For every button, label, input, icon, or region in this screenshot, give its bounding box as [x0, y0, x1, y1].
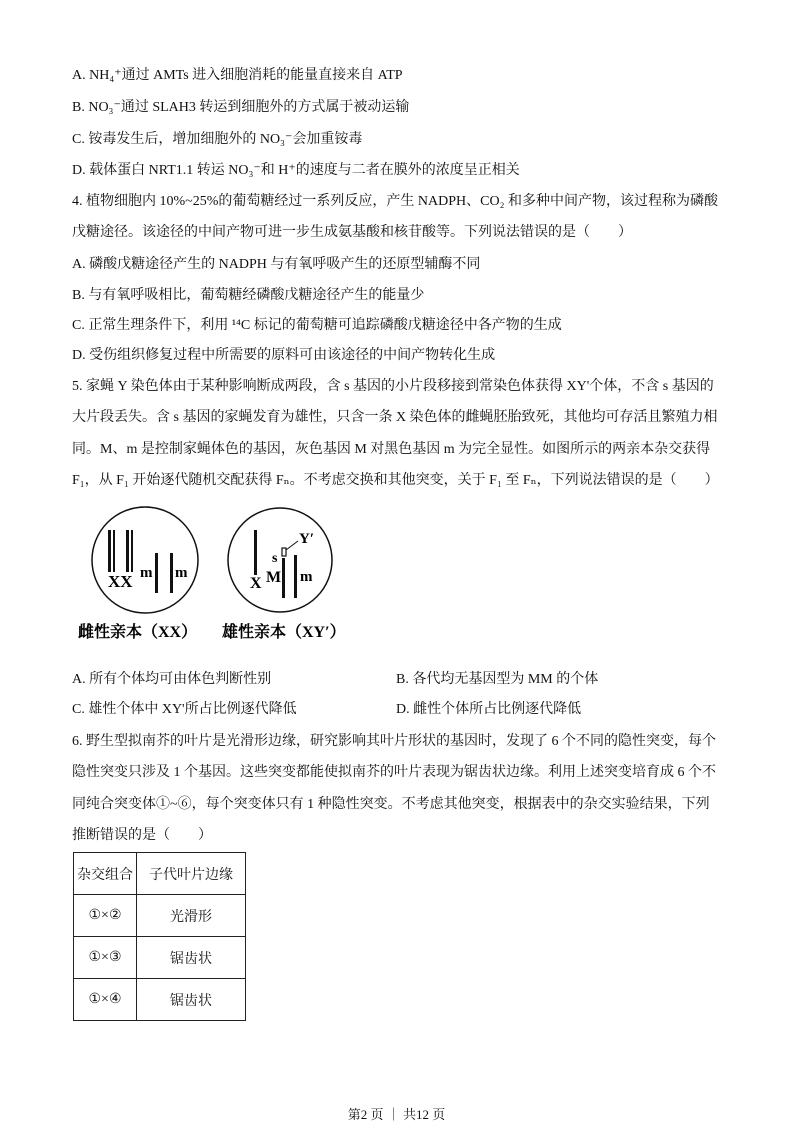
- option-a: A. NH₄⁺通过 AMTs 进入细胞消耗的能量直接来自 ATP: [72, 68, 403, 83]
- table-row: [74, 895, 246, 937]
- option-b: B. NO₃⁻通过 SLAH3 转运到细胞外的方式属于被动运输: [72, 100, 410, 115]
- table-row: [74, 979, 246, 1021]
- table-row: [74, 937, 246, 979]
- q4-stem-line: 戊糖途径。该途径的中间产物可进一步生成氨基酸和核苷酸等。下列说法错误的是（ ）: [72, 225, 632, 240]
- gene-label-m: m: [140, 565, 153, 581]
- header-cell: 杂交组合: [74, 853, 137, 895]
- q5-option-c: C. 雄性个体中 XY'所占比例逐代降低: [72, 702, 297, 717]
- female-cell: [92, 507, 198, 613]
- male-parent-label: 雄性亲本（XY′）: [222, 624, 346, 641]
- table-cell: 锯齿状: [137, 979, 246, 1021]
- gene-label-big-m: M: [266, 569, 282, 586]
- q5-stem-line: F₁，从 F₁ 开始逐代随机交配获得 Fₙ。不考虑交换和其他突变，关于 F₁ 至 Fₙ，下列说法错误的是（ ）: [72, 473, 719, 488]
- q4-stem-line: 4. 植物细胞内 10%~25%的葡萄糖经过一系列反应，产生 NADPH、CO₂ 和多种中间产物，该过程称为磷酸: [72, 194, 718, 209]
- female-parent-label: 雌性亲本（XX）: [78, 624, 198, 641]
- gene-label-xx: XX: [108, 572, 133, 591]
- gene-label-y: Y′: [299, 531, 315, 547]
- q5-option-b: B. 各代均无基因型为 MM 的个体: [396, 672, 599, 687]
- q5-option-d: D. 雌性个体所占比例逐代降低: [396, 702, 582, 717]
- table-cell: ①×②: [74, 895, 137, 937]
- q4-option-c: C. 正常生理条件下，利用 ¹⁴C 标记的葡萄糖可追踪磷酸戊糖途径中各产物的生成: [72, 318, 562, 333]
- q4-option-b: B. 与有氧呼吸相比，葡萄糖经磷酸戊糖途径产生的能量少: [72, 288, 425, 303]
- table-header: [74, 853, 246, 895]
- chromosome-figure: [70, 505, 346, 650]
- gene-label-m: m: [300, 569, 313, 585]
- q4-option-a: A. 磷酸戊糖途径产生的 NADPH 与有氧呼吸产生的还原型辅酶不同: [72, 257, 481, 272]
- table-cell: ①×③: [74, 937, 137, 979]
- option-c: C. 铵毒发生后，增加细胞外的 NO₃⁻会加重铵毒: [72, 132, 363, 147]
- table-cell: ①×④: [74, 979, 137, 1021]
- male-cell: [228, 508, 332, 612]
- gene-label-s: s: [272, 551, 278, 566]
- header-cell: 子代叶片边缘: [137, 853, 246, 895]
- cross-results-table: [73, 852, 246, 1021]
- q5-option-a: A. 所有个体均可由体色判断性别: [72, 672, 272, 687]
- table-cell: 光滑形: [137, 895, 246, 937]
- option-d: D. 载体蛋白 NRT1.1 转运 NO₃⁻和 H⁺的速度与二者在膜外的浓度呈正相关: [72, 163, 520, 178]
- page-footer: 第2 页 ｜ 共12 页: [347, 1107, 446, 1122]
- q5-stem-line: 同。M、m 是控制家蝇体色的基因，灰色基因 M 对黑色基因 m 为完全显性。如图所示的两亲本杂交获得: [72, 442, 711, 457]
- q6-stem-line: 推断错误的是（ ）: [72, 828, 212, 843]
- gene-label-x: X: [250, 575, 262, 592]
- table-cell: 锯齿状: [137, 937, 246, 979]
- q4-option-d: D. 受伤组织修复过程中所需要的原料可由该途径的中间产物转化生成: [72, 348, 496, 363]
- gene-label-m: m: [175, 565, 188, 581]
- q6-stem-line: 隐性突变只涉及 1 个基因。这些突变都能使拟南芥的叶片表现为锯齿状边缘。利用上述突变培育成 6 个不: [72, 765, 716, 780]
- q5-stem-line: 大片段丢失。含 s 基因的家蝇发育为雄性，只含一条 X 染色体的雌蝇胚胎致死，其他均可存活且繁殖力相: [72, 410, 718, 425]
- q5-stem-line: 5. 家蝇 Y 染色体由于某种影响断成两段，含 s 基因的小片段移接到常染色体获得 XY'个体，不含 s 基因的: [72, 379, 714, 394]
- q6-stem-line: 6. 野生型拟南芥的叶片是光滑形边缘，研究影响其叶片形状的基因时，发现了 6 个不同的隐性突变，每个: [72, 734, 716, 749]
- q6-stem-line: 同纯合突变体①~⑥，每个突变体只有 1 种隐性突变。不考虑其他突变，根据表中的杂交实验结果，下列: [72, 797, 710, 812]
